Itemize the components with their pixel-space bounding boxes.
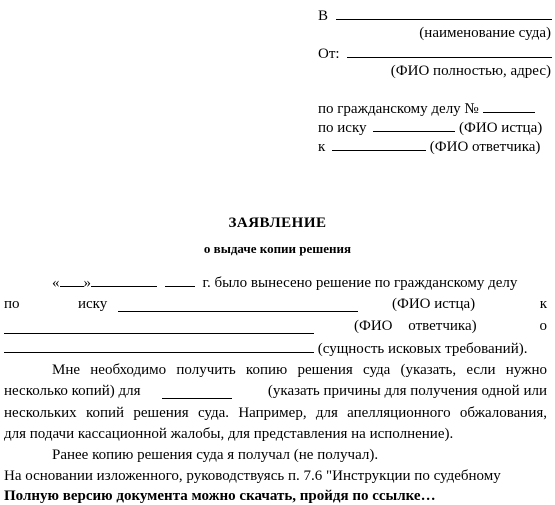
applicant-line: От: (318, 44, 552, 63)
day-blank (60, 273, 84, 287)
plaintiff-line: по иску (ФИО истца) (318, 120, 543, 136)
court-blank (336, 6, 552, 20)
court-caption: (наименование суда) (419, 25, 551, 41)
document-subtitle: о выдаче копии решения (203, 241, 352, 256)
defendant-body-blank (4, 320, 314, 334)
legal-basis-line: На основании изложенного, руководствуясь п. 7.6 "Инструкции по судебному (4, 468, 501, 484)
defendant-line: к (ФИО ответчика) (318, 139, 541, 155)
plaintiff-blank (373, 118, 455, 132)
month-blank (91, 273, 157, 287)
copies-request-line-4: для подачи кассационной жалобы, для представления на исполнение). (4, 426, 454, 442)
copies-request-line-1: Мне необходимо получить копию решения суда (указать, если нужно (52, 362, 547, 378)
plaintiff-caption: (ФИО истца) (459, 120, 543, 136)
document-title: ЗАЯВЛЕНИЕ (228, 215, 327, 231)
case-number-blank (483, 99, 535, 113)
plaintiff-body-blank (118, 298, 358, 312)
purpose-blank (162, 385, 232, 399)
copies-request-line-3: нескольких копий решения суда. Например, для апелляционного обжалования, (4, 405, 547, 421)
applicant-blank (347, 44, 552, 58)
previous-copy-line: Ранее копию решения суда я получал (не получал). (52, 447, 379, 463)
defendant-blank (332, 137, 426, 151)
claim-essence-blank (4, 339, 314, 353)
year-blank (165, 273, 195, 287)
defendant-caption: (ФИО ответчика) (429, 139, 541, 155)
case-number-line: по гражданскому делу № (318, 99, 535, 118)
applicant-caption: (ФИО полностью, адрес) (390, 63, 551, 79)
claim-essence-line: (сущность исковых требований). (4, 339, 527, 358)
decision-date-line: « » г. было вынесено решение по гражданскому делу (52, 275, 518, 291)
court-line: В (318, 6, 552, 25)
download-full-version-link[interactable]: Полную версию документа можно скачать, пройдя по ссылке… (4, 488, 436, 504)
